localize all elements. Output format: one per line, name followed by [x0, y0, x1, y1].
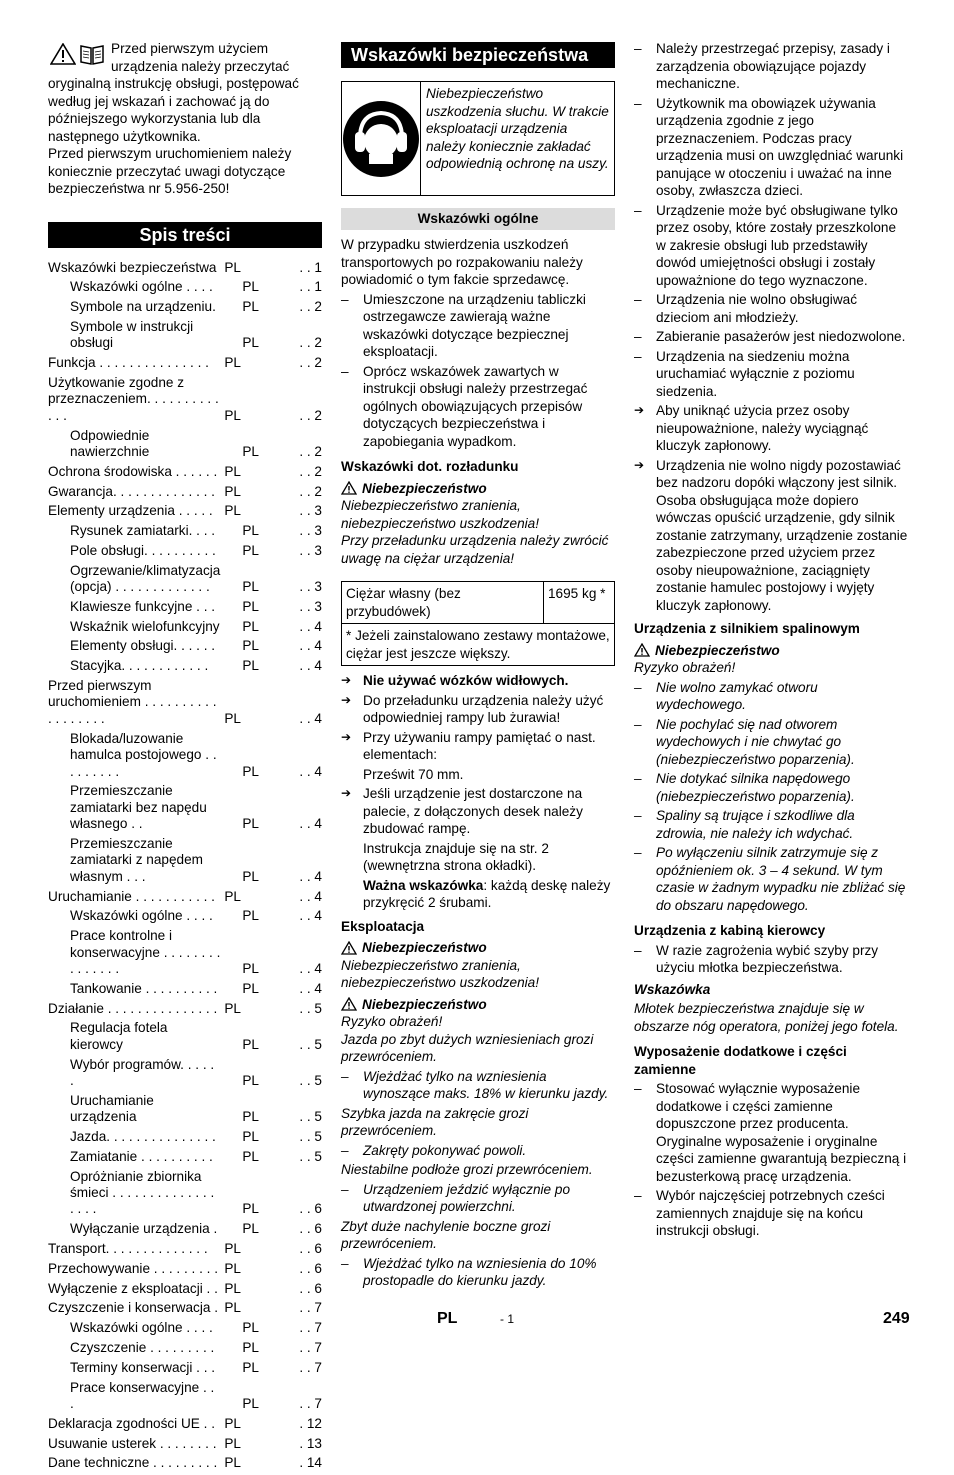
toc-entry-title: Elementy obsługi. . . . . .	[48, 638, 220, 658]
toc-row[interactable]	[48, 1020, 322, 1056]
toc-entry-title: Wyłączanie urządzenia .	[48, 1221, 220, 1241]
hearing-warning-text: Niebezpieczeństwo uszkodzenia słuchu. W trakcie eksploatacji urządzenia należy koniecznie zakładać odpowiednią ochronę na uszy.	[421, 82, 614, 195]
toc-entry-title: Przechowywanie . . . . . . . . .	[48, 1261, 220, 1281]
toc-entry-language: PL	[220, 783, 271, 836]
toc-entry-title: Wskaźnik wielofunkcyjny	[48, 619, 220, 639]
toc-row[interactable]	[48, 1221, 322, 1241]
list-item: ➔ Aby uniknąć użycia przez osoby nieupoważnione, należy wyciągnąć kluczyk zapłonowy.	[634, 402, 908, 455]
toc-row[interactable]	[48, 731, 322, 784]
list-item: – W razie zagrożenia wybić szyby przy użyciu młotka bezpieczeństwa.	[634, 942, 908, 977]
toc-entry-title: Przemieszczanie zamiatarki bez napędu własnego . .	[48, 783, 220, 836]
toc-entry-page: . . 4	[271, 889, 322, 909]
toc-entry-page: . . 5	[271, 1057, 322, 1093]
warning-triangle-icon	[341, 997, 357, 1011]
list-item: – Zakręty pokonywać powoli.	[341, 1142, 615, 1160]
toc-entry-language: PL	[220, 260, 271, 280]
toc-entry-language: PL	[220, 638, 271, 658]
toc-entry-language: PL	[220, 1360, 271, 1380]
toc-entry-title: Przed pierwszym uruchomieniem . . . . . . . . . . . . . . . . . .	[48, 678, 220, 731]
toc-entry-title: Terminy konserwacji . . .	[48, 1360, 220, 1380]
right-column	[634, 40, 908, 1242]
toc-row[interactable]	[48, 658, 322, 678]
toc-entry-page: . . 6	[271, 1241, 322, 1261]
toc-entry-language: PL	[220, 1241, 271, 1261]
toc-row[interactable]	[48, 1241, 322, 1261]
danger-heading	[341, 996, 615, 1014]
toc-entry-page: . 12	[271, 1416, 322, 1436]
intro-paragraph-2: Przed pierwszym uruchomieniem należy koniecznie przeczytać uwagi dotyczące bezpieczeństwa nr 5.956-250!	[48, 145, 322, 198]
toc-entry-page: . . 7	[271, 1360, 322, 1380]
toc-entry-page: . 14	[271, 1455, 322, 1475]
toc-entry-title: Użytkowanie zgodne z przeznaczeniem. . . . . . . . . . . . .	[48, 375, 220, 428]
list-item: – Użytkownik ma obowiązek używania urządzenia zgodnie z jego przeznaczeniem. Podczas pracy urządzenia musi on uwzględniać warunki panujące w otoczeniu i uważać na inne osoby, zwłaszcza dzieci.	[634, 95, 908, 200]
toc-row[interactable]	[48, 783, 322, 836]
toc-entry-page: . . 3	[271, 599, 322, 619]
toc-row[interactable]	[48, 1149, 322, 1169]
toc-entry-title: Uruchamianie urządzenia	[48, 1093, 220, 1129]
toc-row[interactable]	[48, 836, 322, 889]
unload-danger: Niebezpieczeństwo zranienia, niebezpieczeństwo uszkodzenia!	[341, 497, 615, 532]
toc-entry-title: Symbole w instrukcji obsługi	[48, 319, 220, 355]
toc-entry-title: Wskazówki ogólne . . . .	[48, 279, 220, 299]
warning-triangle-icon	[341, 481, 357, 495]
weight-value: 1695 kg *	[544, 582, 615, 624]
toc-entry-language: PL	[220, 928, 271, 981]
curve-list	[341, 1142, 615, 1160]
toc-entry-title: Symbole na urządzeniu.	[48, 299, 220, 319]
toc-row[interactable]	[48, 319, 322, 355]
toc-entry-language: PL	[220, 1149, 271, 1169]
toc-entry-language: PL	[220, 1320, 271, 1340]
ear-protection-icon	[342, 100, 420, 178]
rules-list	[634, 40, 908, 400]
toc-entry-language: PL	[220, 355, 271, 375]
toc-entry-language: PL	[220, 503, 271, 523]
toc-row[interactable]	[48, 599, 322, 619]
left-column	[48, 40, 322, 1475]
toc-entry-language: PL	[220, 981, 271, 1001]
toc-entry-language: PL	[220, 1129, 271, 1149]
toc-entry-title: Wskazówki ogólne . . . .	[48, 908, 220, 928]
toc-row[interactable]	[48, 1093, 322, 1129]
intro-icons	[50, 43, 105, 65]
toc-entry-title: Klawiesze funkcyjne . . .	[48, 599, 220, 619]
list-item: – Stosować wyłącznie wyposażenie dodatkowe i części zamienne dopuszczone przez producenta. Oryginalne wyposażenie i oryginalne części zamienne gwarantują bezpieczną i bezusterkową pracę urządzenia.	[634, 1080, 908, 1185]
toc-entry-language: PL	[220, 563, 271, 599]
toc-entry-title: Jazda. . . . . . . . . . . . . . .	[48, 1129, 220, 1149]
list-item: – Nie wolno zamykać otworu wydechowego.	[634, 679, 908, 714]
toc-entry-page: . . 4	[271, 619, 322, 639]
toc-entry-page: . . 3	[271, 523, 322, 543]
hearing-protection-box	[341, 81, 615, 196]
toc-entry-page: . . 4	[271, 658, 322, 678]
toc-entry-page: . . 4	[271, 638, 322, 658]
toc-row[interactable]	[48, 928, 322, 981]
toc-entry-page: . . 7	[271, 1340, 322, 1360]
toc-entry-title: Prace kontrolne i konserwacyjne . . . . . . . . . . . . . . .	[48, 928, 220, 981]
toc-row[interactable]	[48, 1300, 322, 1320]
ground-risk: Niestabilne podłoże grozi przewróceniem.	[341, 1161, 615, 1179]
toc-entry-language: PL	[220, 889, 271, 909]
operation-danger: Niebezpieczeństwo zranienia, niebezpieczeństwo uszkodzenia!	[341, 957, 615, 992]
toc-row[interactable]	[48, 1455, 322, 1475]
engine-title: Urządzenia z silnikiem spalinowym	[634, 620, 908, 638]
toc-entry-title: Czyszczenie i konserwacja .	[48, 1300, 220, 1320]
toc-table	[48, 260, 322, 1475]
list-item: – Umieszczone na urządzeniu tabliczki ostrzegawcze zawierają ważne wskazówki dotyczące bezpiecznej eksploatacji.	[341, 291, 615, 361]
toc-entry-title: Usuwanie usterek . . . . . . . .	[48, 1436, 220, 1456]
toc-entry-page: . . 4	[271, 783, 322, 836]
toc-entry-page: . . 3	[271, 503, 322, 523]
toc-entry-page: . . 3	[271, 563, 322, 599]
toc-entry-language: PL	[220, 523, 271, 543]
toc-row[interactable]	[48, 1320, 322, 1340]
toc-entry-page: . . 6	[271, 1169, 322, 1222]
pallet-arrow-list	[341, 785, 615, 838]
intro-paragraph-1: Przed pierwszym użyciem urządzenia należy przeczytać oryginalną instrukcję obsługi, postępować według jej wskazań i zachować ją do późniejszego wykorzystania lub dla następnego użytkownika.	[48, 40, 322, 145]
accessories-title: Wyposażenie dodatkowe i części zamienne	[634, 1043, 908, 1078]
toc-row[interactable]	[48, 1436, 322, 1456]
engine-list	[634, 679, 908, 915]
toc-row[interactable]	[48, 1169, 322, 1222]
toc-entry-language: PL	[220, 1436, 271, 1456]
toc-entry-page: . . 7	[271, 1380, 322, 1416]
list-item: – Zabieranie pasażerów jest niedozwolone.	[634, 328, 908, 346]
danger-label: Niebezpieczeństwo	[362, 996, 487, 1014]
toc-entry-page: . . 2	[271, 299, 322, 319]
ground-list	[341, 1181, 615, 1216]
toc-entry-page: . . 4	[271, 928, 322, 981]
warning-triangle-icon	[634, 643, 650, 657]
toc-entry-language: PL	[220, 543, 271, 563]
toc-entry-page: . . 5	[271, 1001, 322, 1021]
toc-entry-page: . 13	[271, 1436, 322, 1456]
toc-entry-page: . . 7	[271, 1320, 322, 1340]
toc-row[interactable]	[48, 1057, 322, 1093]
list-item: – Wybór najczęściej potrzebnych cześci zamiennych znajduje się na końcu instrukcji obsługi.	[634, 1187, 908, 1240]
important-text: : każdą deskę należy przykręcić 2 śrubami.	[363, 878, 610, 911]
list-item: – Wjeżdżać tylko na wzniesienia wynoszące maks. 18% w kierunku jazdy.	[341, 1068, 615, 1103]
toc-row[interactable]	[48, 619, 322, 639]
footer-language: PL	[437, 1310, 457, 1328]
general-list	[341, 291, 615, 451]
toc-entry-language: PL	[220, 1093, 271, 1129]
toc-entry-language: PL	[220, 1169, 271, 1222]
list-item: – Nie pochylać się nad otworem wydechowych i nie chwytać go (niebezpieczeństwo poparzenia).	[634, 716, 908, 769]
danger-label: Niebezpieczeństwo	[362, 480, 487, 498]
toc-entry-language: PL	[220, 1221, 271, 1241]
toc-entry-page: . . 3	[271, 543, 322, 563]
slope-list	[341, 1255, 615, 1290]
toc-entry-language: PL	[220, 678, 271, 731]
toc-row[interactable]	[48, 1360, 322, 1380]
toc-row[interactable]	[48, 1261, 322, 1281]
toc-entry-page: . . 5	[271, 1149, 322, 1169]
list-item: – Należy przestrzegać przepisy, zasady i zarządzenia obowiązujące pojazdy mechaniczne.	[634, 40, 908, 93]
important-note	[341, 877, 615, 912]
toc-row[interactable]	[48, 563, 322, 599]
toc-entry-language: PL	[220, 908, 271, 928]
middle-column	[341, 40, 615, 1292]
toc-entry-page: . . 4	[271, 981, 322, 1001]
toc-row[interactable]	[48, 375, 322, 428]
toc-entry-title: Działanie . . . . . . . . . . . . . . .	[48, 1001, 220, 1021]
toc-entry-language: PL	[220, 375, 271, 428]
toc-row[interactable]	[48, 678, 322, 731]
toc-entry-title: Blokada/luzowanie hamulca postojowego . . . . . . . . .	[48, 731, 220, 784]
toc-entry-page: . . 6	[271, 1221, 322, 1241]
toc-entry-language: PL	[220, 1057, 271, 1093]
toc-row[interactable]	[48, 1416, 322, 1436]
toc-entry-page: . . 4	[271, 731, 322, 784]
hearing-icon-cell	[342, 82, 421, 195]
toc-entry-title: Opróżnianie zbiornika śmieci . . . . . . . . . . . . . . . . . .	[48, 1169, 220, 1222]
toc-row[interactable]	[48, 523, 322, 543]
toc-title: Spis treści	[48, 222, 322, 248]
risk-text: Ryzyko obrażeń!	[634, 659, 908, 677]
weight-label: Ciężar własny (bez przybudówek)	[342, 582, 544, 624]
toc-entry-page: . . 4	[271, 678, 322, 731]
toc-entry-language: PL	[220, 1001, 271, 1021]
toc-entry-title: Funkcja . . . . . . . . . . . . . . .	[48, 355, 220, 375]
toc-entry-title: Czyszczenie . . . . . . . . .	[48, 1340, 220, 1360]
toc-entry-title: Uruchamianie . . . . . . . . . . .	[48, 889, 220, 909]
list-item: – Urządzenia na siedzeniu można uruchamiać wyłącznie z poziomu siedzenia.	[634, 348, 908, 401]
toc-entry-page: . . 6	[271, 1261, 322, 1281]
toc-entry-page: . . 5	[271, 1093, 322, 1129]
danger-heading	[634, 642, 908, 660]
toc-row[interactable]	[48, 889, 322, 909]
toc-entry-page: . . 7	[271, 1300, 322, 1320]
footer-page-number: 249	[883, 1310, 910, 1328]
toc-entry-language: PL	[220, 428, 271, 464]
toc-entry-language: PL	[220, 619, 271, 639]
list-item: – Urządzenie może być obsługiwane tylko przez osoby, które zostały przeszkolone w zakresie obsługi lub przedstawiły dowód umiejętności obsługi i zostały upoważnione do tego wyznaczone.	[634, 202, 908, 290]
toc-entry-title: Tankowanie . . . . . . . . . .	[48, 981, 220, 1001]
important-label: Ważna wskazówka	[363, 878, 483, 893]
tip-risk: Jazda po zbyt dużych wzniesieniach grozi przewróceniem.	[341, 1031, 615, 1066]
toc-entry-language: PL	[220, 299, 271, 319]
toc-entry-language: PL	[220, 1340, 271, 1360]
toc-row[interactable]	[48, 299, 322, 319]
toc-entry-page: . . 4	[271, 908, 322, 928]
toc-row[interactable]	[48, 428, 322, 464]
toc-entry-language: PL	[220, 319, 271, 355]
accessories-list	[634, 1080, 908, 1240]
toc-entry-language: PL	[220, 836, 271, 889]
toc-row[interactable]	[48, 638, 322, 658]
cabin-title: Urządzenia z kabiną kierowcy	[634, 922, 908, 940]
unload-arrow-list	[341, 672, 615, 764]
manual-book-icon	[79, 43, 105, 65]
toc-entry-page: . . 2	[271, 428, 322, 464]
toc-entry-title: Regulacja fotela kierowcy	[48, 1020, 220, 1056]
toc-entry-title: Deklaracja zgodności UE . .	[48, 1416, 220, 1436]
toc-entry-language: PL	[220, 1281, 271, 1301]
toc-entry-language: PL	[220, 484, 271, 504]
toc-entry-title: Odpowiednie nawierzchnie	[48, 428, 220, 464]
toc-entry-title: Stacyjka. . . . . . . . . . . .	[48, 658, 220, 678]
toc-entry-page: . . 2	[271, 464, 322, 484]
list-item: – Oprócz wskazówek zawartych w instrukcji obsługi należy przestrzegać ogólnych obowiązujących przepisów dotyczących bezpieczeństwa i zapobiegania wypadkom.	[341, 363, 615, 451]
list-item: – Urządzeniem jeździć wyłącznie po utwardzonej powierzchni.	[341, 1181, 615, 1216]
toc-entry-page: . . 2	[271, 355, 322, 375]
toc-row[interactable]	[48, 1129, 322, 1149]
key-arrow-list	[634, 402, 908, 614]
general-paragraph: W przypadku stwierdzenia uszkodzeń transportowych po rozpakowaniu należy powiadomić o tym fakcie sprzedawcę.	[341, 236, 615, 289]
toc-row[interactable]	[48, 260, 322, 280]
toc-entry-title: Zamiatanie . . . . . . . . . .	[48, 1149, 220, 1169]
toc-row[interactable]	[48, 279, 322, 299]
toc-row[interactable]	[48, 503, 322, 523]
footer-local-page	[500, 1310, 514, 1329]
toc-entry-title: Prace konserwacyjne . . .	[48, 1380, 220, 1416]
unload-note: Przy przeładunku urządzenia należy zwrócić uwagę na ciężar urządzenia!	[341, 532, 615, 567]
toc-entry-page: . . 5	[271, 1020, 322, 1056]
danger-heading	[341, 480, 615, 498]
toc-row[interactable]	[48, 981, 322, 1001]
danger-heading	[341, 939, 615, 957]
danger-label: Niebezpieczeństwo	[362, 939, 487, 957]
toc-entry-language: PL	[220, 1020, 271, 1056]
footer-local-page-text: - 1	[500, 1312, 514, 1326]
toc-entry-page: . . 2	[271, 484, 322, 504]
list-item: – Spaliny są trujące i szkodliwe dla zdrowia, nie należy ich wdychać.	[634, 807, 908, 842]
toc-entry-language: PL	[220, 279, 271, 299]
toc-entry-title: Wyłączenie z eksploatacji . .	[48, 1281, 220, 1301]
toc-row[interactable]	[48, 464, 322, 484]
note-text: Młotek bezpieczeństwa znajduje się w obszarze nóg operatora, poniżej jego fotela.	[634, 1000, 908, 1035]
risk-text: Ryzyko obrażeń!	[341, 1013, 615, 1031]
toc-entry-page: . . 2	[271, 319, 322, 355]
toc-entry-page: . . 1	[271, 260, 322, 280]
list-item: – Wjeżdżać tylko na wzniesienia do 10% prostopadle do kierunku jazdy.	[341, 1255, 615, 1290]
danger-label: Niebezpieczeństwo	[655, 642, 780, 660]
toc-row[interactable]	[48, 355, 322, 375]
toc-entry-title: Wskazówki bezpieczeństwa	[48, 260, 220, 280]
toc-entry-language: PL	[220, 658, 271, 678]
tip-list	[341, 1068, 615, 1103]
toc-entry-language: PL	[220, 1300, 271, 1320]
toc-entry-language: PL	[220, 1416, 271, 1436]
toc-entry-language: PL	[220, 1455, 271, 1475]
unload-title: Wskazówki dot. rozładunku	[341, 458, 615, 476]
toc-entry-title: Elementy urządzenia . . . . .	[48, 503, 220, 523]
toc-entry-title: Ochrona środowiska . . . . . .	[48, 464, 220, 484]
warning-triangle-icon	[50, 43, 76, 65]
list-item: ➔ Do przeładunku urządzenia należy użyć odpowiedniej rampy lub żurawia!	[341, 692, 615, 727]
toc-row[interactable]	[48, 1001, 322, 1021]
toc-entry-language: PL	[220, 1380, 271, 1416]
toc-entry-language: PL	[220, 464, 271, 484]
weight-table	[341, 581, 615, 666]
toc-entry-title: Wybór programów. . . . . .	[48, 1057, 220, 1093]
toc-entry-title: Gwarancja. . . . . . . . . . . . . .	[48, 484, 220, 504]
toc-entry-title: Transport. . . . . . . . . . . . . .	[48, 1241, 220, 1261]
note-label: Wskazówka	[634, 981, 908, 999]
toc-entry-language: PL	[220, 1261, 271, 1281]
toc-entry-title: Wskazówki ogólne . . . .	[48, 1320, 220, 1340]
cabin-list	[634, 942, 908, 977]
list-item: – Po wyłączeniu silnik zatrzymuje się z opóźnieniem ok. 3 – 4 sekund. W tym czasie w żadnym wypadku nie zbliżać się do obszaru napędowego.	[634, 844, 908, 914]
slope-risk: Zbyt duże nachylenie boczne grozi przewróceniem.	[341, 1218, 615, 1253]
list-item: – Nie dotykać silnika napędowego (niebezpieczeństwo poparzenia).	[634, 770, 908, 805]
weight-note: * Jeżeli zainstalowano zestawy montażowe, ciężar jest jeszcze większy.	[342, 624, 615, 666]
toc-row[interactable]	[48, 543, 322, 563]
instruction-ref: Instrukcja znajduje się na str. 2 (wewnętrzna strona okładki).	[341, 840, 615, 875]
toc-entry-title: Rysunek zamiatarki. . . .	[48, 523, 220, 543]
toc-entry-language: PL	[220, 599, 271, 619]
clearance: Prześwit 70 mm.	[341, 766, 615, 784]
toc-entry-language: PL	[220, 731, 271, 784]
list-item: ➔ Przy używaniu rampy pamiętać o nast. elementach:	[341, 729, 615, 764]
list-item: – Urządzenia nie wolno obsługiwać dzieciom ani młodzieży.	[634, 291, 908, 326]
toc-entry-title: Dane techniczne . . . . . . . . .	[48, 1455, 220, 1475]
curve-risk: Szybka jazda na zakręcie grozi przewróceniem.	[341, 1105, 615, 1140]
toc-entry-title: Przemieszczanie zamiatarki z napędem własnym . . .	[48, 836, 220, 889]
toc-row[interactable]	[48, 1281, 322, 1301]
warning-triangle-icon	[341, 941, 357, 955]
toc-row[interactable]	[48, 1380, 322, 1416]
list-item: ➔ Urządzenia nie wolno nigdy pozostawiać bez nadzoru dopóki włączony jest silnik. Osoba obsługująca może dopiero wówczas opuścić urządzenie, gdy silnik zostanie zatrzymany, urządzenie zostanie zabezpieczone przed użyciem przez osoby nieupoważnione, zaciągnięty zostanie hamulec postojowy i wyjęty kluczyk zapłonowy.	[634, 457, 908, 615]
toc-entry-title: Pole obsługi. . . . . . . . . .	[48, 543, 220, 563]
toc-row[interactable]	[48, 908, 322, 928]
toc-entry-title: Ogrzewanie/klimatyzacja (opcja) . . . . . . . . . . . . .	[48, 563, 220, 599]
toc-entry-page: . . 2	[271, 375, 322, 428]
operation-title: Eksploatacja	[341, 918, 615, 936]
general-title: Wskazówki ogólne	[341, 208, 615, 230]
toc-entry-page: . . 6	[271, 1281, 322, 1301]
toc-row[interactable]	[48, 484, 322, 504]
list-item: ➔ Jeśli urządzenie jest dostarczone na palecie, z dołączonych desek należy zbudować rampę.	[341, 785, 615, 838]
toc-entry-page: . . 4	[271, 836, 322, 889]
list-item: ➔ Nie używać wózków widłowych.	[341, 672, 615, 690]
safety-title: Wskazówki bezpieczeństwa	[341, 42, 615, 68]
toc-entry-page: . . 5	[271, 1129, 322, 1149]
intro-block	[48, 40, 322, 198]
toc-entry-page: . . 1	[271, 279, 322, 299]
